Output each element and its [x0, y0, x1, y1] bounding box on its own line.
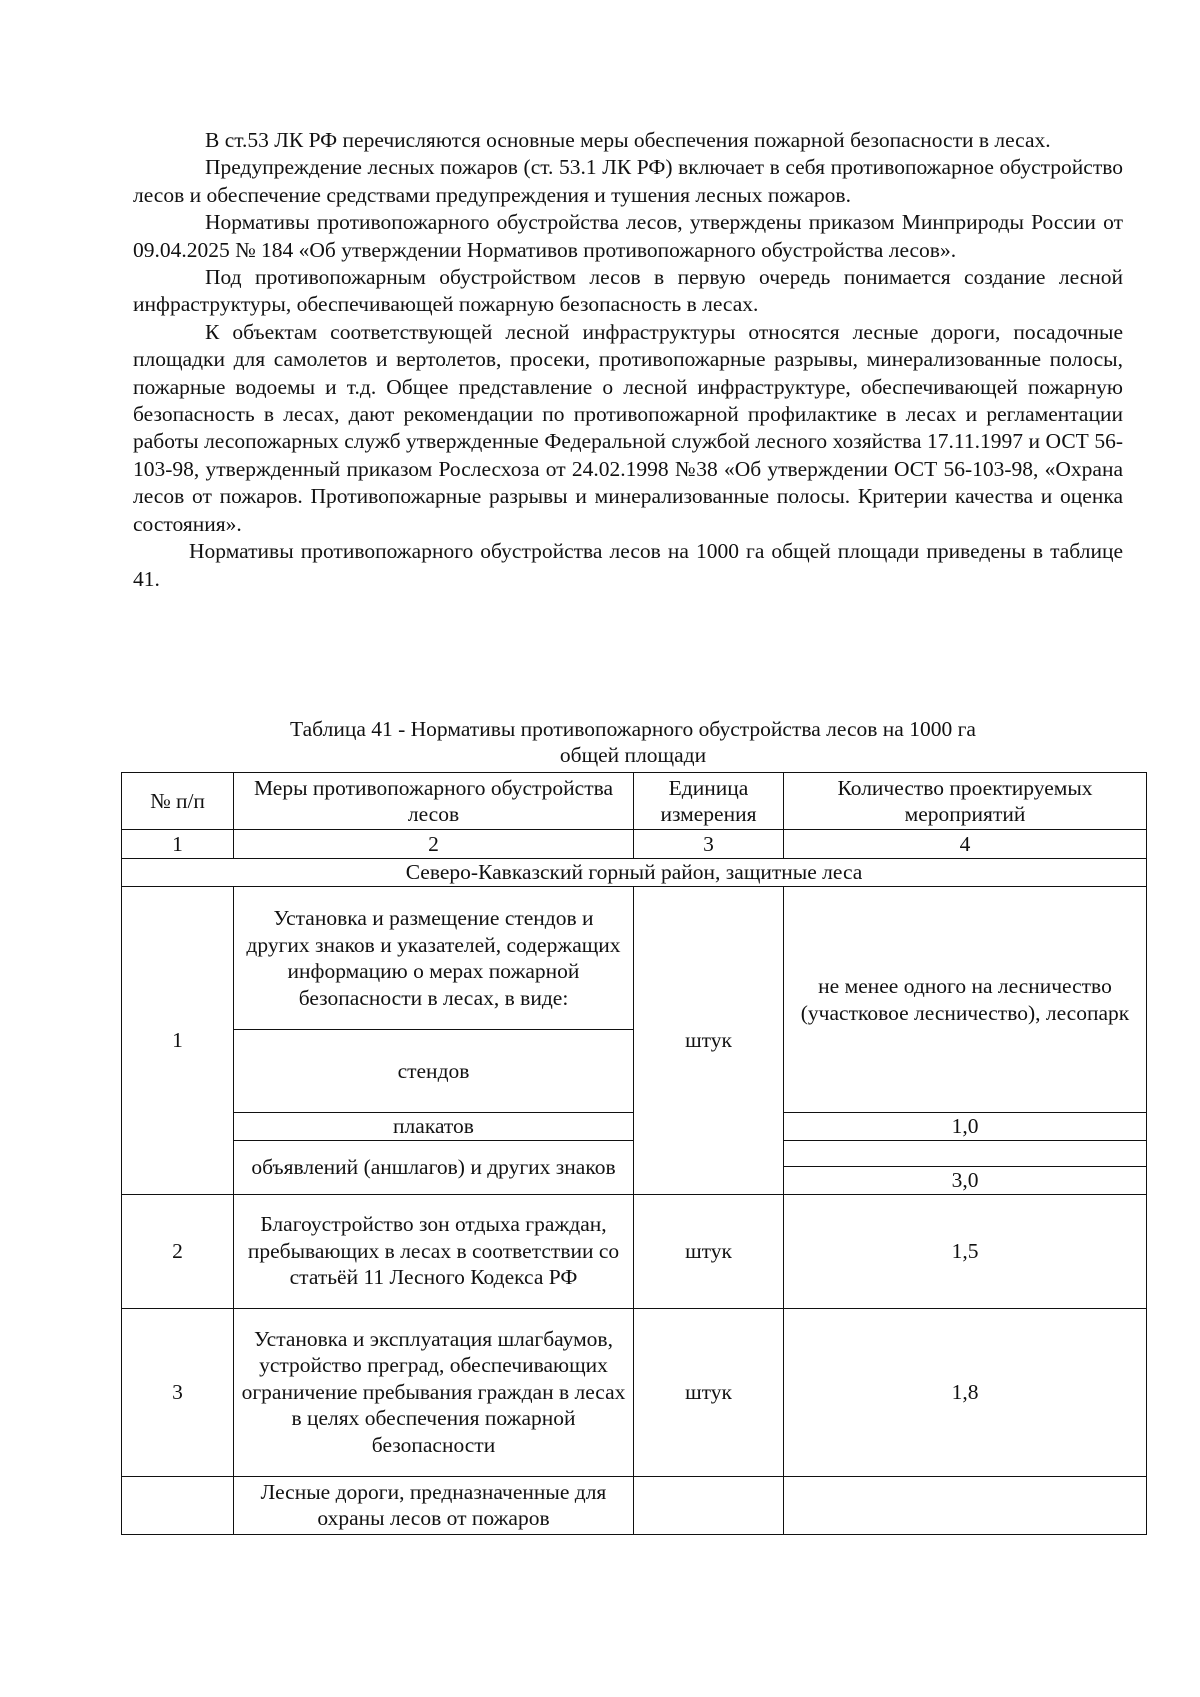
- row-1-notices: объявлений (аншлагов) и других знаков: [234, 1140, 634, 1194]
- region-cell: Северо-Кавказский горный район, защитные леса: [122, 859, 1147, 887]
- header-number: № п/п: [122, 773, 234, 830]
- row-2-number: 2: [122, 1194, 234, 1308]
- row-4-value: [784, 1476, 1147, 1534]
- header-unit: Единица измерения: [634, 773, 784, 830]
- row-1-norm: не менее одного на лесничество (участковое лесничество), лесопарк: [784, 887, 1147, 1113]
- column-numbers-row: [122, 830, 1147, 859]
- row-3-unit: штук: [634, 1308, 784, 1476]
- row-2-unit: штук: [634, 1194, 784, 1308]
- table-row-2: [122, 1194, 1147, 1308]
- row-2-measure: Благоустройство зон отдыха граждан, пребывающих в лесах в соответствии со статьёй 11 Лесного Кодекса РФ: [234, 1194, 634, 1308]
- row-3-measure: Установка и эксплуатация шлагбаумов, устройство преград, обеспечивающих ограничение пребывания граждан в лесах в целях обеспечения пожарной безопасности: [234, 1308, 634, 1476]
- paragraph-3: Нормативы противопожарного обустройства лесов, утверждены приказом Минприроды России от 09.04.2025 № 184 «Об утверждении Нормативов противопожарного обустройства лесов».: [133, 210, 1123, 262]
- column-number-4: 4: [784, 830, 1147, 859]
- row-4-unit: [634, 1476, 784, 1534]
- paragraph-4: Под противопожарным обустройством лесов в первую очередь понимается создание лесной инфраструктуры, обеспечивающей пожарную безопасность в лесах.: [133, 265, 1123, 317]
- row-1-number: 1: [122, 887, 234, 1195]
- column-number-3: 3: [634, 830, 784, 859]
- norms-table: [121, 772, 1147, 1535]
- table-caption-line-1: Таблица 41 - Нормативы противопожарного обустройства лесов на 1000 га: [290, 717, 976, 741]
- row-1-spacer-cell: [784, 1140, 1147, 1166]
- region-row: [122, 859, 1147, 887]
- row-1-posters-value: 1,0: [784, 1113, 1147, 1141]
- table-caption: [133, 716, 1133, 768]
- table-header-row: [122, 773, 1147, 830]
- row-1-unit: штук: [634, 887, 784, 1195]
- column-number-2: 2: [234, 830, 634, 859]
- row-3-number: 3: [122, 1308, 234, 1476]
- row-2-value: 1,5: [784, 1194, 1147, 1308]
- header-measures: Меры противопожарного обустройства лесов: [234, 773, 634, 830]
- paragraph-6: Нормативы противопожарного обустройства лесов на 1000 га общей площади приведены в таблице 41.: [133, 539, 1123, 591]
- paragraph-1: В ст.53 ЛК РФ перечисляются основные меры обеспечения пожарной безопасности в лесах.: [205, 128, 1051, 152]
- row-1-stands: стендов: [234, 1030, 634, 1113]
- row-1-measure: Установка и размещение стендов и других знаков и указателей, содержащих информацию о мерах пожарной безопасности в лесах, в виде:: [234, 887, 634, 1030]
- column-number-1: 1: [122, 830, 234, 859]
- row-4-measure: Лесные дороги, предназначенные для охраны лесов от пожаров: [234, 1476, 634, 1534]
- table-caption-line-2: общей площади: [559, 743, 707, 767]
- body-text: [133, 127, 1123, 593]
- row-1-notices-value: 3,0: [784, 1166, 1147, 1194]
- table-row-1-main: [122, 887, 1147, 1030]
- header-quantity: Количество проектируемых мероприятий: [784, 773, 1147, 830]
- row-4-number: [122, 1476, 234, 1534]
- table-row-4: [122, 1476, 1147, 1534]
- row-3-value: 1,8: [784, 1308, 1147, 1476]
- paragraph-2: Предупреждение лесных пожаров (ст. 53.1 ЛК РФ) включает в себя противопожарное обустройство лесов и обеспечение средствами предупреждения и тушения лесных пожаров.: [133, 155, 1123, 207]
- row-1-posters: плакатов: [234, 1113, 634, 1141]
- table-row-3: [122, 1308, 1147, 1476]
- paragraph-5: К объектам соответствующей лесной инфраструктуры относятся лесные дороги, посадочные площадки для самолетов и вертолетов, просеки, противопожарные разрывы, минерализованные полосы, пожарные водоемы и т.д. Общее представление о лесной инфраструктуре, обеспечивающей пожарную безопасность в лесах, дают рекомендации по противопожарной профилактике в лесах и регламентации работы лесопожарных служб утвержденные Федеральной службой лесного хозяйства 17.11.1997 и ОСТ 56-103-98, утвержденный приказом Рослесхоза от 24.02.1998 №38 «Об утверждении ОСТ 56-103-98, «Охрана лесов от пожаров. Противопожарные разрывы и минерализованные полосы. Критерии качества и оценка состояния».: [133, 319, 1123, 536]
